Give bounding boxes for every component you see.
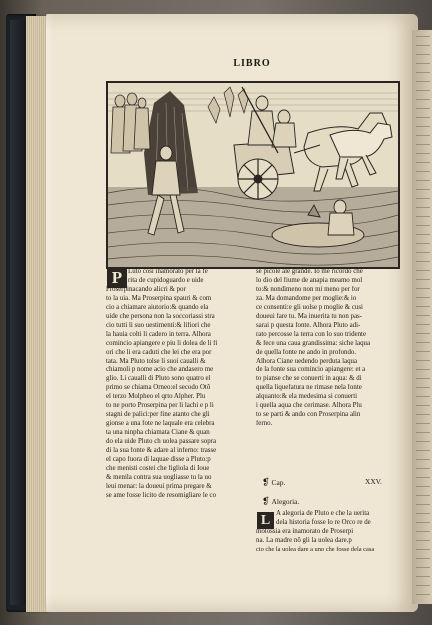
woodcut-illustration [106, 81, 400, 269]
pilcrow-icon: ❡ [262, 477, 270, 487]
text-line: glio. Li caualli di Pluto sono quatro el [106, 375, 211, 383]
text-line: Alhora Ciane uedendo perduta laqua [256, 357, 358, 365]
text-line: rato percosse la terra con lo suo tridente [256, 330, 367, 338]
text-line: cio a chiamare aiutorio:& quando ela [106, 303, 209, 311]
text-line: chiamoli p nome acio che andasero me [106, 366, 214, 374]
text-line: primo se chiama Orneo:el secodo Otõ [106, 384, 211, 392]
text-line: do ela uide Pluto ch uolea passare sopra [106, 438, 217, 446]
text-line: tata. Ma Pluto tolse li suoi caualli & [106, 357, 206, 365]
text-line: se picole ale grande. Io me ricordo che [256, 268, 363, 275]
text-line: sarai p questa fonte. Alhora Pluto adi- [256, 321, 361, 329]
text-line: ta una ninpha chiamata Ciane & quan [106, 429, 210, 437]
chapter-heading [262, 477, 285, 488]
text-line: la hauia colti li cadero in terra. Alhora [106, 330, 211, 338]
text-line: to se parti & ando con Proserpina alin [256, 411, 361, 419]
text-line: uide che persona non la soccoriassi stra [106, 312, 215, 320]
text-line: leui menar: la doueui prima pregare & [106, 482, 212, 490]
chapter-number: XXV. [365, 477, 382, 486]
allegoria-paragraph [256, 510, 374, 555]
left-text-column [106, 268, 249, 501]
text-line: cio che la uolea dare a uno che fosse dela casa [256, 545, 375, 553]
text-line: cio tutti li suo uestimenti:& lifiori che [106, 321, 211, 329]
text-line: comincio apiangere e piu li dolea de li fi [106, 339, 218, 347]
drop-capital-p: P [107, 268, 127, 288]
text-line: to la uia. Ma Proserpina spauri & com [106, 294, 212, 302]
text-line: ferno. [256, 420, 273, 428]
pilcrow-icon: ❡ [262, 496, 270, 506]
text-line: ori che li era caduti che lei che era por [106, 348, 212, 356]
drop-capital-l: L [257, 512, 274, 529]
text-line: el capo fuora di laquae disse a Pluto:p [106, 456, 211, 464]
text-line: to pianse che se conuerti in aqua: & di [256, 375, 362, 383]
text-line: che menisti costei che figliola di Ioue [106, 464, 210, 472]
text-line: to:& nondimeno non mi meno per for [256, 285, 360, 293]
text-line: dela historia fosse lo re Orco re de [276, 518, 371, 526]
facing-page-text [416, 36, 430, 596]
text-line: & menila contra sua uogliasse tu la uo [106, 473, 212, 481]
text-line: A alegoria de Pluto e che la uerita [276, 510, 370, 517]
text-line: gionse a una fote ne laquale era celebra [106, 420, 215, 428]
allegoria-title: Alegoria. [271, 497, 300, 506]
chapter-label: Cap. [271, 478, 286, 487]
text-line: lo dio del fiume de anapia meamo mol [256, 276, 363, 284]
text-line: di la sua fonte & adare al inferno: trasse [106, 447, 217, 455]
text-line: doueui fare tu. Ma inuerita tu non pas- [256, 312, 363, 320]
text-line: to ne porto Proserpina per li lachi e p li [106, 402, 214, 410]
text-line: molossia era inamorato de Proserpi [256, 527, 354, 535]
text-line: se ame fosse licito de resomigliare le co [106, 491, 217, 499]
text-line: stagni de palici:per fine atanto che gli [106, 411, 210, 419]
text-line: i quella aqua che cerimase. Alhora Plu [256, 402, 362, 410]
right-text-column [256, 268, 398, 429]
allegoria-heading [262, 496, 299, 507]
text-line: de la fonte sua comincio apiangere: et a [256, 366, 366, 374]
page-edges [26, 16, 48, 612]
text-line: Luto cosi inamorato per la fe [128, 268, 208, 275]
text-line: quella liquefatura ne rimase nela fonte [256, 384, 362, 392]
woodcut-svg [108, 83, 398, 267]
text-line: za. Ma domandome per moglie:& io [256, 294, 357, 302]
text-line: na. La madre nõ gli la uolea dare.p [256, 536, 352, 544]
text-line: rita de cupidoguardo e uide [128, 276, 204, 284]
text-line: alquanto:& ela medesima si conuerti [256, 393, 358, 401]
maidens-group [111, 93, 150, 153]
text-line: & fece una caua grandissima: siche laqua [256, 339, 371, 347]
running-header: LIBRO [233, 58, 271, 69]
text-line: el terzo Molpheo el qrto Alpher. Plu [106, 393, 206, 401]
text-line: de quella fonte ne ando in profondo. [256, 348, 357, 356]
text-line: ce consenti:e gli uolse p moglie & cusi [256, 303, 363, 311]
text-line: Proserpinacando alicri & por [106, 285, 186, 293]
